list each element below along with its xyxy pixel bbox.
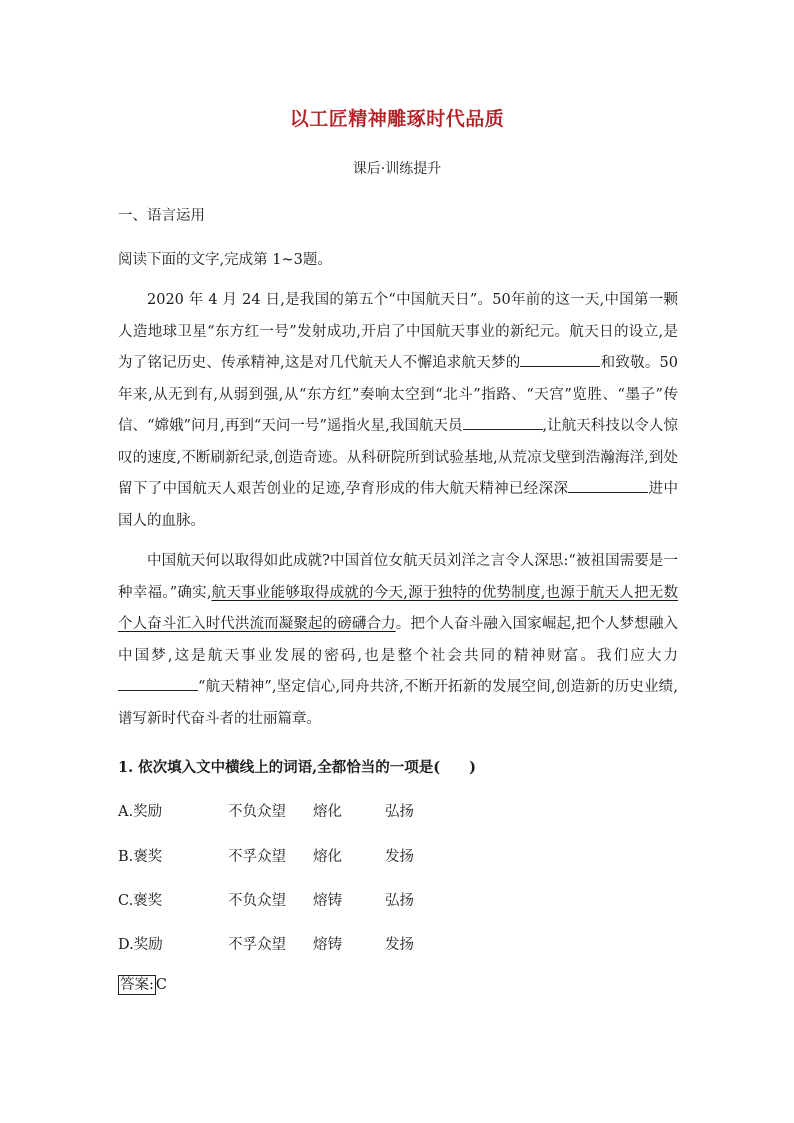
answer-value: C [155, 977, 167, 993]
option-c-word3: 弘扬 [385, 893, 414, 909]
option-a-word3: 弘扬 [385, 804, 414, 820]
option-c-word1: 不负众望 [228, 893, 286, 909]
option-d-word2: 熔铸 [313, 937, 342, 953]
fill-blank-3 [568, 478, 648, 493]
option-d-word1: 不孚众望 [228, 937, 286, 953]
passage-paragraph-1 [118, 285, 678, 537]
option-c-word2: 熔铸 [313, 893, 342, 909]
option-a-letter: A.奖励 [118, 804, 163, 820]
option-d-word3: 发扬 [385, 937, 414, 953]
para1-part-a: 2020 年 4 月 24 日,是我国的第五个“中国航天日”。50年前的这一天,中国第一颗人造地球卫星“东方红一号”发射成功,开启了中国航天事业的新纪元。航天日的设立,是为了铭记历史、传承精神,这是对几代航天人不懈追求航天梦的 [118, 292, 678, 371]
option-b-letter: B.褒奖 [118, 849, 163, 865]
option-c-letter: C.褒奖 [118, 893, 163, 909]
para2-part-b: 。把个人奋斗融入国家崛起,把个人梦想融入中国梦,这是航天事业发展的密码,也是整个社会共同的精神财富。我们应大力 [118, 616, 679, 664]
answer-label: 答案: [120, 977, 154, 993]
option-d-letter: D.奖励 [118, 937, 163, 953]
para1-part-b: 和致敬。50年来,从无到有,从弱到强,从“东方红”奏响太空到“北斗”指路、“天宫”览胜、“墨子”传信、“嫦娥”问月,再到“天问一号”遥指火星,我国航天员 [118, 355, 678, 434]
page-title: 以工匠精神雕琢时代品质 [289, 108, 505, 130]
option-b-word2: 熔化 [313, 849, 342, 865]
answer-row [118, 975, 167, 995]
section-heading: 一、语言运用 [118, 208, 205, 224]
option-b-word3: 发扬 [385, 849, 414, 865]
para2-part-a: 中国航天何以取得如此成就?中国首位女航天员刘洋之言令人深思:“被祖国需要是一种幸福。”确实, [118, 553, 678, 601]
para1-part-d: 进中国人的血脉。 [118, 481, 679, 529]
question-1: 1. 依次填入文中横线上的词语,全都恰当的一项是( ) [118, 759, 476, 776]
passage-paragraph-2 [118, 546, 678, 735]
fill-blank-2 [463, 415, 543, 430]
option-a-word2: 熔化 [313, 804, 342, 820]
fill-blank-1 [520, 352, 600, 367]
para1-part-c: ,让航天科技以令人惊叹的速度,不断刷新纪录,创造奇迹。从科研院所到试验基地,从荒凉戈壁到浩瀚海洋,到处留下了中国航天人艰苦创业的足迹,孕育形成的伟大航天精神已经深深 [118, 418, 679, 497]
para2-part-c: “航天精神”,坚定信心,同舟共济,不断开拓新的发展空间,创造新的历史业绩,谱写新时代奋斗者的壮丽篇章。 [118, 679, 678, 727]
fill-blank-4 [118, 676, 198, 691]
option-b-word1: 不孚众望 [228, 849, 286, 865]
option-a-word1: 不负众望 [228, 804, 286, 820]
page-subtitle: 课后·训练提升 [352, 161, 442, 177]
underlined-sentence: 航天事业能够取得成就的今天,源于独特的优势制度,也源于航天人把无数个人奋斗汇入时代洪流而凝聚起的磅礴合力 [118, 584, 678, 632]
instruction-text: 阅读下面的文字,完成第 1~3题。 [118, 252, 332, 268]
